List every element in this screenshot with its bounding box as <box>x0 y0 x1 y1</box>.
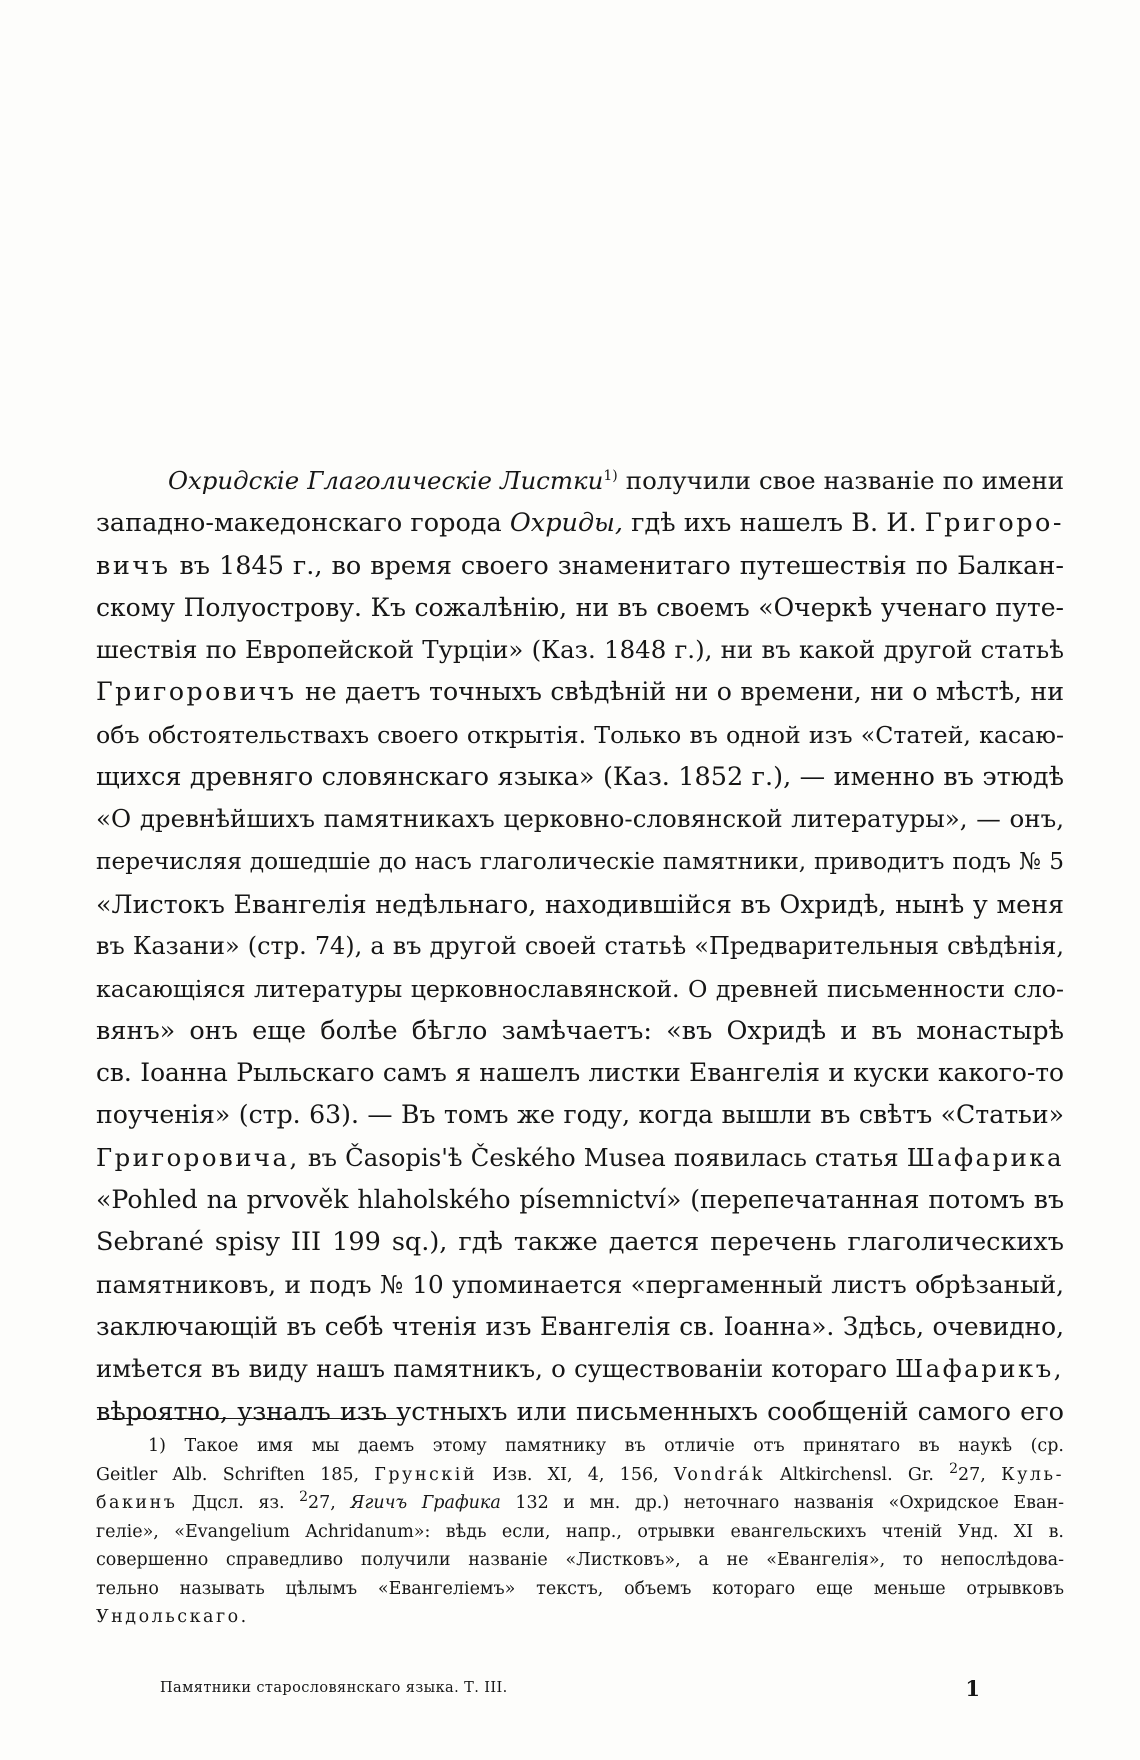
body-text-run: гдѣ ихъ нашелъ В. И. <box>622 508 925 539</box>
body-line <box>96 1221 1064 1263</box>
running-footer-title: Памятники старословянскаго языка. Т. III. <box>160 1680 508 1696</box>
body-text-run: вѣроятно, узналъ изъ устныхъ или письменныхъ сообщеній самого его <box>96 1396 1064 1427</box>
footnotes <box>96 1432 1064 1632</box>
body-line <box>96 629 1064 671</box>
body-text-run: заключающій въ себѣ чтенія изъ Евангелія св. Іоанна». Здѣсь, очевидно, <box>96 1311 1064 1341</box>
body-line <box>96 1264 1064 1306</box>
body-line <box>96 587 1064 629</box>
footnote-text-run: 2 <box>299 1489 309 1506</box>
footnote-line <box>96 1432 1064 1461</box>
body-text-run: Григоро- <box>924 508 1064 539</box>
body-text-run: Григоровичъ <box>96 677 297 707</box>
footnote-text-run: Altkirchensl. Gr. <box>764 1464 950 1485</box>
body-line <box>96 1052 1064 1094</box>
body-line <box>96 460 1064 502</box>
footnote-line <box>96 1575 1064 1604</box>
footnote-text-run: Изв. XI, 4, 156, <box>477 1464 674 1485</box>
footnote-separator <box>100 1418 404 1419</box>
footnote-line <box>96 1489 1064 1518</box>
body-text-run: вичъ <box>96 550 171 581</box>
body-text-run: Шафарикъ, <box>895 1354 1064 1384</box>
body-text-run: скому Полуострову. Къ сожалѣнію, ни въ своемъ «Очеркѣ ученаго путе- <box>96 592 1064 622</box>
body-text-run: Охриды, <box>509 508 623 539</box>
body-line <box>96 1179 1064 1221</box>
body-line <box>96 1306 1064 1348</box>
body-text-run: касающіяся литературы церковнославянской. О древней письменности сло- <box>96 974 1064 1003</box>
body-text-run: Шафарика <box>906 1142 1064 1172</box>
body-text-run: не даетъ точныхъ свѣдѣній ни о времени, ни о мѣстѣ, ни <box>296 677 1064 707</box>
footnote-text-run: Грунскій <box>374 1464 477 1485</box>
footnote-text-run: 2 <box>949 1460 959 1477</box>
body-text-run: поученія» (стр. 63). — Въ томъ же году, когда вышли въ свѣтъ «Статьи» <box>96 1100 1064 1130</box>
body-text-run: св. Іоанна Рыльскаго самъ я нашелъ листки Евангелія и куски какого-то <box>96 1058 1064 1088</box>
body-text-run: вянъ» онъ еще болѣе бѣгло замѣчаетъ: «въ Охридѣ и въ монастырѣ <box>96 1015 1064 1046</box>
body-text-run: Григоровича, <box>96 1142 300 1172</box>
footnote-line <box>96 1603 1064 1632</box>
body-line <box>96 545 1064 587</box>
page-number: 1 <box>965 1676 980 1701</box>
body-line <box>96 1010 1064 1052</box>
body-line <box>96 1348 1064 1390</box>
footnote-text-run: геліе», «Evangelium Achridanum»: вѣдь если, напр., отрывки евангельскихъ чтеній Унд. XI в. <box>96 1521 1064 1542</box>
footnote-text-run: 132 и мн. др.) неточнаго названія «Охридское Еван- <box>500 1493 1064 1513</box>
body-line <box>96 756 1064 798</box>
body-text-run: получили свое названіе по имени <box>617 466 1065 495</box>
body-line <box>96 968 1064 1010</box>
footnote-text-run: совершенно справедливо получили названіе «Листковъ», а не «Евангелія», то непослѣдова- <box>96 1550 1064 1570</box>
footnote-text-run: Куль- <box>1001 1464 1064 1485</box>
body-text-run: Охридскіе Глаголическіе Листки <box>168 466 604 495</box>
body-text-run: 1) <box>603 467 618 484</box>
footnote-text-run: Ягичъ Графика <box>350 1493 501 1513</box>
footnote-text-run: Дцсл. яз. <box>177 1493 300 1513</box>
body-line <box>96 1094 1064 1136</box>
footnote-text-run: Vondrák <box>673 1464 765 1485</box>
body-line <box>96 925 1064 967</box>
body-text-run: шествія по Европейской Турціи» (Каз. 1848 г.), ни въ какой другой статьѣ <box>96 635 1064 665</box>
body-text-run: перечисляя дошедшіе до насъ глаголическіе памятники, приводитъ подъ № 5 <box>96 847 1064 875</box>
body-line <box>96 1137 1064 1179</box>
body-text-run: щихся древняго словянскаго языка» (Каз. 1852 г.), — именно въ этюдѣ <box>96 762 1064 793</box>
body-text-run: памятниковъ, и подъ № 10 упоминается «пергаменный листъ обрѣзаный, <box>96 1269 1064 1299</box>
footnote-text-run: Geitler Alb. Schriften 185, <box>96 1464 375 1485</box>
footnote-line <box>96 1546 1064 1575</box>
body-line <box>96 841 1064 883</box>
page-footer <box>160 1676 980 1710</box>
body-text-run: «Pohled na prvověk hlaholského písemnictví» (перепечатанная потомъ въ <box>96 1185 1064 1215</box>
footnote-text-run: 27, <box>308 1493 351 1513</box>
body-text-run: Sebrané spisy III 199 sq.), гдѣ также дается перечень глаголическихъ <box>96 1227 1064 1258</box>
body-line <box>96 714 1064 756</box>
footnote-text-run: 1) Такое имя мы даемъ этому памятнику въ отличіе отъ принятаго въ наукѣ (ср. <box>148 1436 1064 1456</box>
body-text-run: «О древнѣйшихъ памятникахъ церковно-словянской литературы», — онъ, <box>96 804 1064 834</box>
footnote-text-run: 27, <box>958 1464 1002 1485</box>
body-text-run: «Листокъ Евангелія недѣльнаго, находившійся въ Охридѣ, нынѣ у меня <box>96 888 1064 919</box>
main-text <box>96 460 1064 1433</box>
body-line <box>96 798 1064 840</box>
footnote-text-run: тельно называть цѣлымъ «Евангеліемъ» текстъ, объемъ котораго еще меньше отрывковъ <box>96 1578 1064 1599</box>
footnote-text-run: Ундольскаго. <box>96 1607 249 1627</box>
body-line <box>96 502 1064 544</box>
body-text-run: въ Časopis'ѣ Českého Musea появилась статья <box>299 1142 907 1172</box>
body-line <box>96 1391 1064 1433</box>
footnote-line <box>96 1518 1064 1547</box>
body-text-run: объ обстоятельствахъ своего открытія. Только въ одной изъ «Статей, касаю- <box>96 720 1064 749</box>
body-line <box>96 671 1064 713</box>
footnote-text-run: бакинъ <box>96 1493 178 1513</box>
body-text-run: въ Казани» (стр. 74), а въ другой своей статьѣ «Предварительныя свѣдѣнія, <box>96 932 1064 961</box>
body-text-run: западно-македонскаго города <box>96 508 510 539</box>
body-line <box>96 883 1064 925</box>
footnote-line <box>96 1461 1064 1490</box>
body-text-run: имѣется въ виду нашъ памятникъ, о существованіи котораго <box>96 1354 896 1384</box>
body-text-run: въ 1845 г., во время своего знаменитаго путешествія по Балкан- <box>170 550 1064 581</box>
